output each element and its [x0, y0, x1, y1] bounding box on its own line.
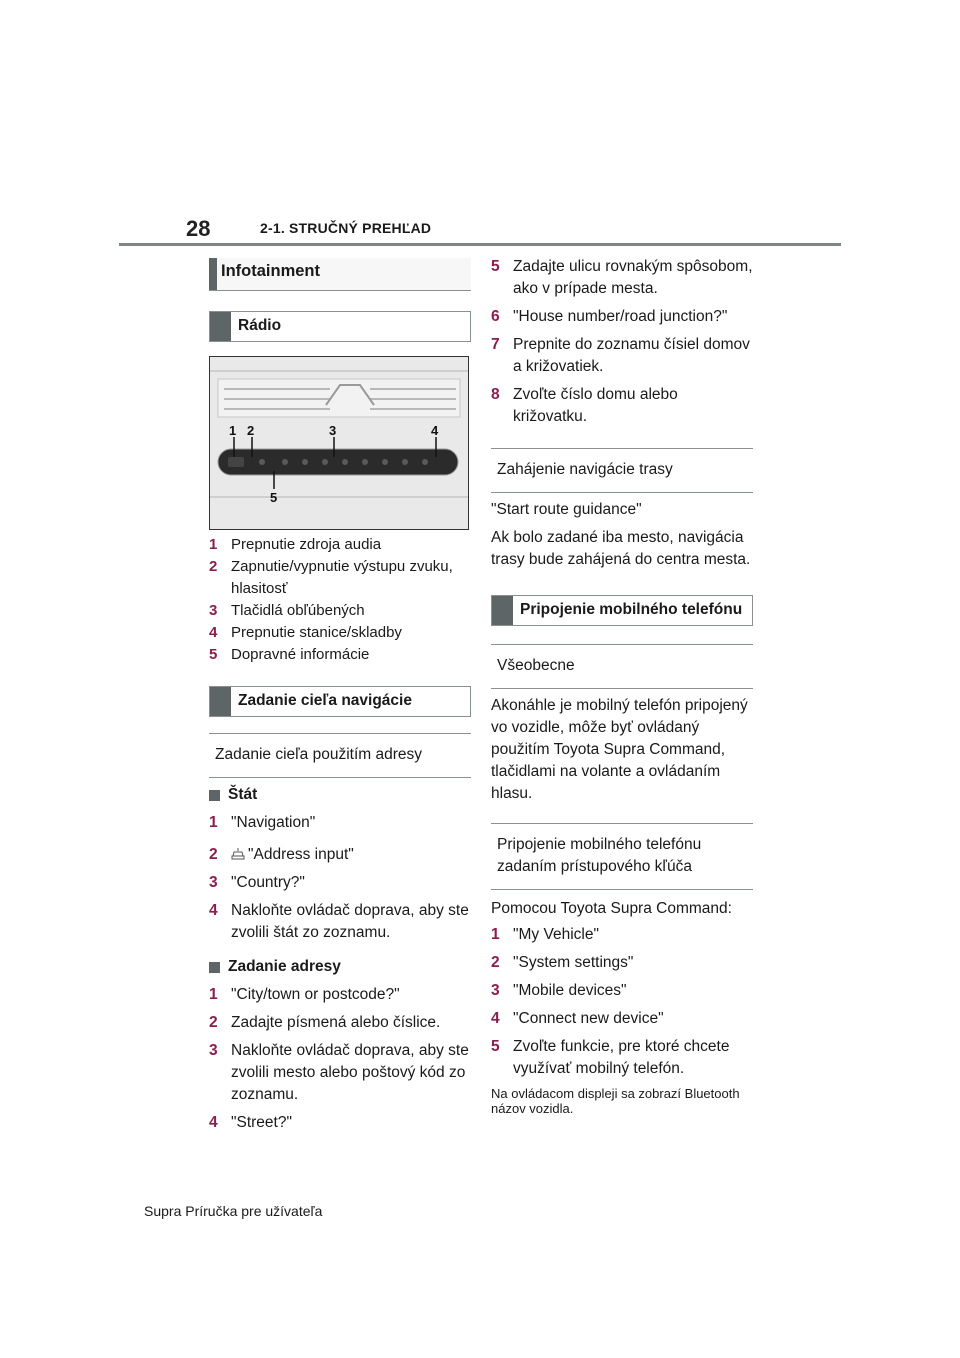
list-item: 4 Nakloňte ovládač doprava, aby ste zvolili štát zo zoznamu.: [209, 902, 469, 941]
header-rule: [119, 243, 841, 246]
list-item: 1 "My Vehicle": [491, 926, 599, 943]
left-column: [209, 258, 471, 1140]
figure-label-4: 4: [431, 423, 439, 438]
list-item: 3 Tlačidlá obľúbených: [209, 602, 365, 619]
list-item: 5 Dopravné informácie: [209, 646, 370, 663]
list-item: 2 "System settings": [491, 954, 634, 971]
page-number: 28: [186, 216, 211, 241]
figure-label-3: 3: [329, 423, 337, 438]
bullet-square-icon: [209, 962, 220, 973]
phone-general-subheading: Všeobecne: [491, 644, 753, 689]
list-item: 1 "City/town or postcode?": [209, 986, 400, 1003]
list-item: 2 Zadajte písmená alebo číslice.: [209, 1014, 441, 1031]
nav-heading: Zadanie cieľa navigácie: [209, 686, 471, 717]
list-item: 5 Zadajte ulicu rovnakým spôsobom, ako v prípade mesta.: [491, 258, 753, 297]
list-item: 4 "Connect new device": [491, 1010, 664, 1027]
figure-label-5: 5: [270, 490, 278, 505]
section-title: 2-1. STRUČNÝ PREHĽAD: [260, 220, 432, 236]
nav-subheading: Zadanie cieľa použitím adresy: [209, 733, 471, 778]
figure-label-1: 1: [229, 423, 237, 438]
phone-note: Na ovládacom displeji sa zobrazí Bluetooth názov vozidla.: [491, 1086, 740, 1116]
list-item: 2 Zapnutie/vypnutie výstupu zvuku, hlasitosť: [209, 558, 453, 597]
car-icon: [231, 846, 245, 860]
list-item: 7 Prepnite do zoznamu čísiel domov a križovatiek.: [491, 336, 750, 375]
list-item: 3 "Mobile devices": [491, 982, 627, 999]
phone-heading: Pripojenie mobilného telefónu: [491, 595, 753, 626]
list-item: 3 Nakloňte ovládač doprava, aby ste zvolili mesto alebo poštový kód zo zoznamu.: [209, 1042, 469, 1103]
figure-label-2: 2: [247, 423, 255, 438]
right-column: [491, 256, 753, 1116]
list-item: 5 Zvoľte funkcie, pre ktoré chcete využívať mobilný telefón.: [491, 1038, 730, 1077]
list-item: 4 "Street?": [209, 1114, 292, 1131]
phone-general-text: Akonáhle je mobilný telefón pripojený vo vozidle, môže byť ovládaný použitím Toyota Supra Command, tlačidlami na volante a ovládaním hlasu.: [491, 697, 748, 802]
list-item: 1 "Navigation": [209, 814, 316, 831]
list-item: 6 "House number/road junction?": [491, 308, 728, 325]
radio-heading: Rádio: [209, 311, 471, 342]
route-command: "Start route guidance": [491, 501, 642, 518]
phone-key-subheading: Pripojenie mobilného telefónu zadaním prístupového kľúča: [491, 823, 753, 890]
route-subheading: Zahájenie navigácie trasy: [491, 448, 753, 493]
phone-intro: Pomocou Toyota Supra Command:: [491, 900, 732, 917]
state-heading: Štát: [209, 784, 471, 806]
bullet-square-icon: [209, 790, 220, 801]
route-note: Ak bolo zadané iba mesto, navigácia trasy bude zahájená do centra mesta.: [491, 529, 751, 568]
radio-legend: [209, 534, 471, 666]
infotainment-heading: Infotainment: [209, 258, 471, 291]
list-item: 4 Prepnutie stanice/skladby: [209, 624, 402, 641]
list-item: 2 "Address input": [209, 846, 354, 863]
list-item: 8 Zvoľte číslo domu alebo križovatku.: [491, 386, 678, 425]
list-item: 1 Prepnutie zdroja audia: [209, 536, 382, 553]
radio-panel-illustration: [209, 356, 469, 530]
footer-text: Supra Príručka pre užívateľa: [144, 1203, 323, 1219]
address-heading: Zadanie adresy: [209, 956, 471, 978]
list-item: 3 "Country?": [209, 874, 305, 891]
